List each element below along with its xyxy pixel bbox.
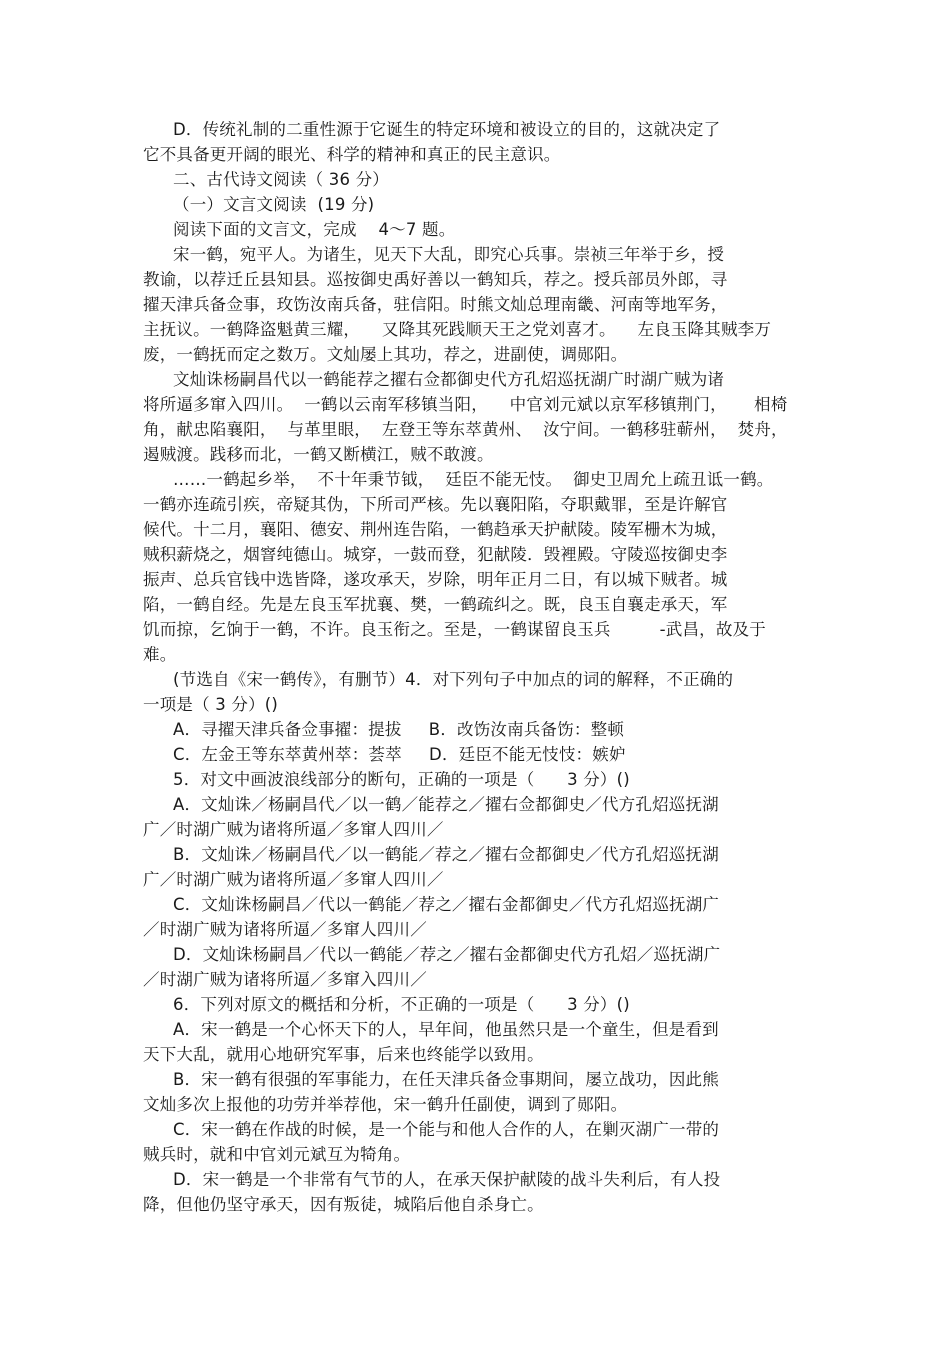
question-5-option-c: ／时湖广贼为诸将所逼／多窜人四川／ bbox=[143, 920, 427, 939]
question-6-option-c: C．宋一鹤在作战的时候，是一个能与和他人合作的人，在剿灭湖广一带的 bbox=[173, 1120, 720, 1139]
question-6-option-d: 降，但他仍坚守承天，因有叛徒，城陷后他自杀身亡。 bbox=[143, 1195, 544, 1214]
text-line: D．传统礼制的二重性源于它诞生的特定环境和被设立的目的，这就决定了 bbox=[173, 120, 721, 139]
passage-line: 一鹤亦连疏引疾，帝疑其伪，下所司严核。先以襄阳陷，夺职戴罪，至是许解官 bbox=[143, 495, 728, 514]
passage-line: 候代。十二月，襄阳、德安、荆州连告陷，一鹤趋承天护献陵。陵军栅木为城， bbox=[143, 520, 728, 539]
question-6-stem: 6．下列对原文的概括和分析，不正确的一项是（ 3 分）() bbox=[173, 995, 630, 1014]
question-5-option-a: 广／时湖广贼为诸将所逼／多窜人四川／ bbox=[143, 820, 444, 839]
question-6-option-a: 天下大乱，就用心地研究军事，后来也终能学以致用。 bbox=[143, 1045, 544, 1064]
question-4-options: A．寻擢天津兵备佥事擢：提拔 B．改饬汝南兵备饬：整顿 bbox=[173, 720, 625, 739]
question-5-option-b: 广／时湖广贼为诸将所逼／多窜人四川／ bbox=[143, 870, 444, 889]
passage-line: 教谕，以荐迁丘县知县。巡按御史禹好善以一鹤知兵，荐之。授兵部员外郎，寻 bbox=[143, 270, 728, 289]
question-5-stem: 5．对文中画波浪线部分的断句，正确的一项是（ 3 分）() bbox=[173, 770, 630, 789]
passage-line: 振声、总兵官钱中选皆降，遂攻承天，岁除，明年正月二日，有以城下贼者。城 bbox=[143, 570, 728, 589]
question-5-option-d: ／时湖广贼为诸将所逼／多窜入四川／ bbox=[143, 970, 427, 989]
question-5-option-b: B．文灿诛／杨嗣昌代／以一鹤能／荐之／擢右佥都御史／代方孔炤巡抚湖 bbox=[173, 845, 719, 864]
passage-line: 饥而掠，乞饷于一鹤，不许。良玉衔之。至是，一鹤谋留良玉兵 -武昌，故及于 bbox=[143, 620, 766, 639]
passage-line: 遏贼渡。践移而北，一鹤又断横江，贼不敢渡。 bbox=[143, 445, 494, 464]
passage-line: 难。 bbox=[143, 645, 177, 664]
question-6-option-c: 贼兵时，就和中官刘元斌互为犄角。 bbox=[143, 1145, 411, 1164]
passage-line: 主抚议。一鹤降盗魁黄三耀， 又降其死践顺天王之党刘喜才。 左良玉降其贼李万 bbox=[143, 320, 772, 339]
question-5-option-c: C．文灿诛杨嗣昌／代以一鹤能／荐之／擢右金都御史／代方孔炤巡抚湖广 bbox=[173, 895, 720, 914]
passage-line: 废，一鹤抚而定之数万。文灿屡上其功，荐之，进副使，调郧阳。 bbox=[143, 345, 628, 364]
question-5-option-d: D．文灿诛杨嗣昌／代以一鹤能／荐之／擢右金都御史代方孔炤／巡抚湖广 bbox=[173, 945, 721, 964]
passage-line: 贼积薪烧之，烟窨纯德山。城穿，一鼓而登，犯献陵．毁裡殿。守陵巡按御史李 bbox=[143, 545, 728, 564]
passage-line: 文灿诛杨嗣昌代以一鹤能荐之擢右佥都御史代方孔炤巡抚湖广时湖广贼为诸 bbox=[173, 370, 725, 389]
question-6-option-a: A．宋一鹤是一个心怀天下的人，早年间，他虽然只是一个童生，但是看到 bbox=[173, 1020, 719, 1039]
passage-line: 角，献忠陷襄阳， 与革里眼， 左登王等东萃黄州、 汝宁间。一鹤移驻蕲州， 焚舟， bbox=[143, 420, 788, 439]
passage-line: ……一鹤起乡举， 不十年秉节钺， 廷臣不能无忮。 御史卫周允上疏丑诋一鹤。 bbox=[173, 470, 774, 489]
passage-line: 宋一鹤，宛平人。为诸生，见天下大乱，即究心兵事。崇祯三年举于乡，授 bbox=[173, 245, 725, 264]
question-5-option-a: A．文灿诛／杨嗣昌代／以一鹤／能荐之／擢右佥都御史／代方孔炤巡抚湖 bbox=[173, 795, 719, 814]
subsection-heading: （一）文言文阅读 (19 分) bbox=[173, 195, 375, 214]
text-line: 它不具备更开阔的眼光、科学的精神和真正的民主意识。 bbox=[143, 145, 561, 164]
passage-line: 将所逼多窜入四川。 一鹤以云南军移镇当阳， 中官刘元斌以京军移镇荆门， 相椅 bbox=[143, 395, 788, 414]
passage-line: 擢天津兵备佥事，玫饬汝南兵备，驻信阳。时熊文灿总理南畿、河南等地军务， bbox=[143, 295, 728, 314]
question-6-option-b: B．宋一鹤有很强的军事能力，在任天津兵备佥事期间，屡立战功，因此熊 bbox=[173, 1070, 719, 1089]
question-4-stem: (节选自《宋一鹤传》，有删节）4．对下列句子中加点的词的解释，不正确的 bbox=[173, 670, 734, 689]
question-6-option-b: 文灿多次上报他的功劳并举荐他，宋一鹤升任副使，调到了郧阳。 bbox=[143, 1095, 628, 1114]
instruction-line: 阅读下面的文言文，完成 4～7 题。 bbox=[173, 220, 456, 239]
passage-line: 陷，一鹤自经。先是左良玉军扰襄、樊，一鹤疏纠之。既，良玉自襄走承天，军 bbox=[143, 595, 728, 614]
question-4-options: C．左金王等东萃黄州萃：荟萃 D．廷臣不能无忮忮：嫉妒 bbox=[173, 745, 626, 764]
question-6-option-d: D．宋一鹤是一个非常有气节的人，在承天保护献陵的战斗失利后，有人投 bbox=[173, 1170, 721, 1189]
question-4-stem: 一项是（ 3 分）() bbox=[143, 695, 279, 714]
section-heading: 二、古代诗文阅读（ 36 分） bbox=[173, 170, 389, 189]
